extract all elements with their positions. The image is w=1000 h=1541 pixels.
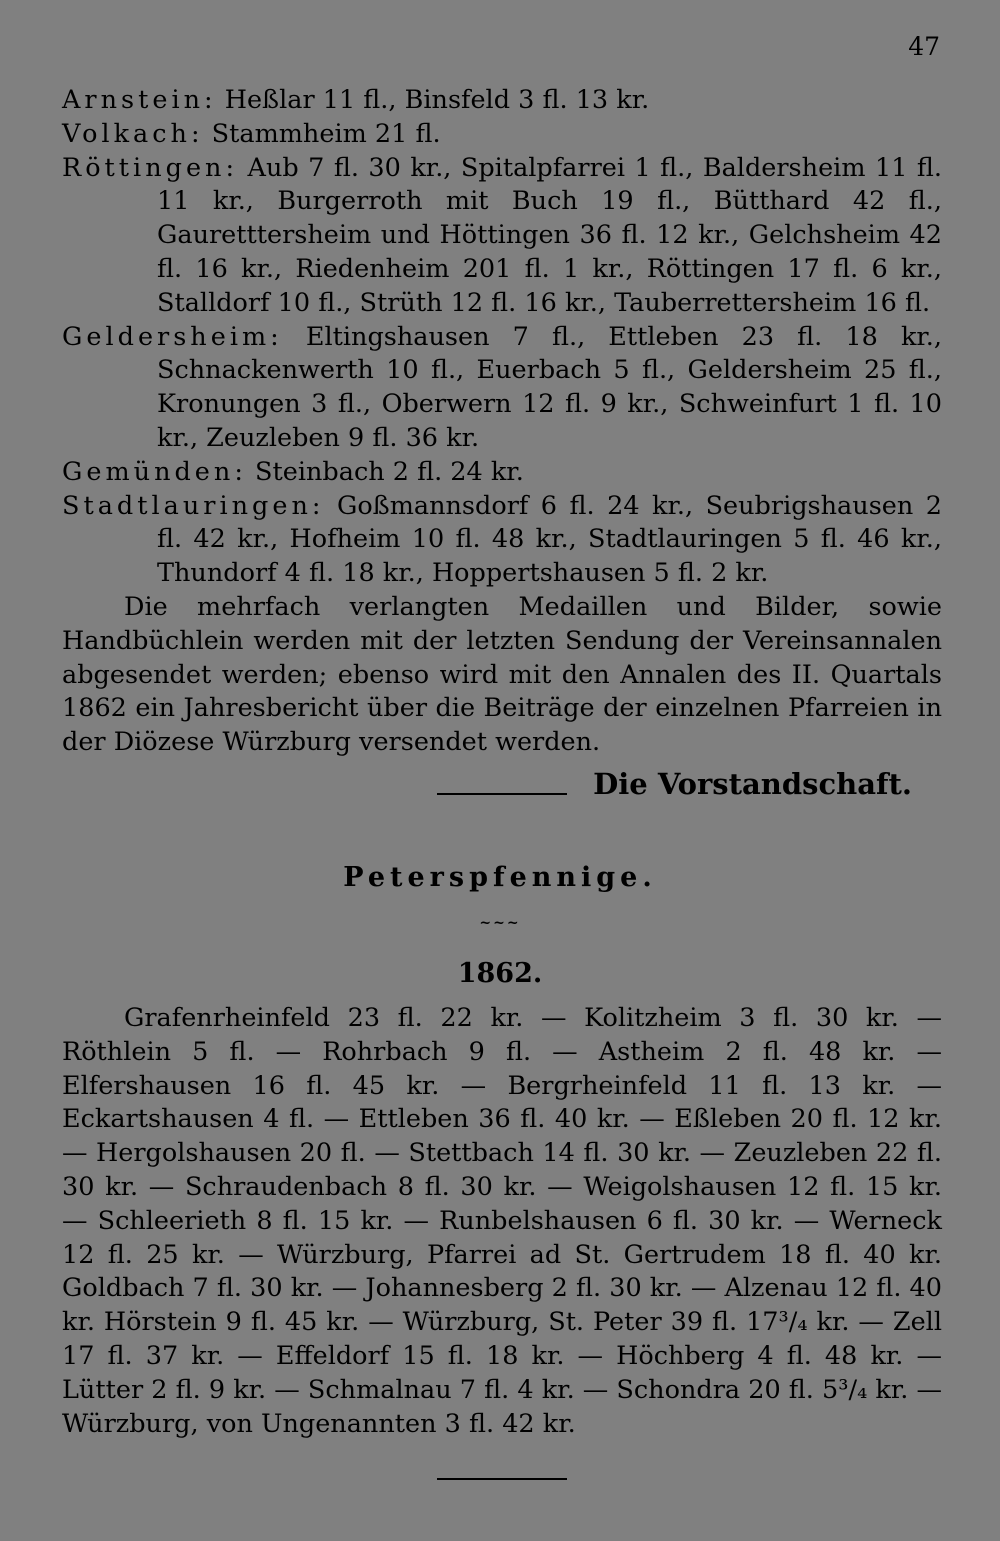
entry-geldersheim xyxy=(62,321,942,456)
section-title: Peterspfennige. xyxy=(343,862,657,893)
entry-text: Stammheim 21 fl. xyxy=(203,118,441,149)
page-number: 47 xyxy=(908,32,940,61)
entry-text: Aub 7 fl. 30 kr., Spitalpfarrei 1 fl., Baldersheim 11 fl. 11 kr., Burgerroth mit Buch 19 fl., Bütthard 42 fl., Gauretttersheim und Höttingen 36 fl. 12 kr., Gelchsheim 42 fl. 16 kr., Riedenheim 201 fl. 1 kr., Röttingen 17 fl. 6 kr., Stalldorf 10 fl., Strüth 12 fl. 16 kr., Tauberrettersheim 16 fl. xyxy=(157,152,942,318)
entry-text: Goßmannsdorf 6 fl. 24 kr., Seubrigshausen 2 fl. 42 kr., Hofheim 10 fl. 48 kr., Stadtlauringen 5 fl. 46 kr., Thundorf 4 fl. 18 kr., Hoppertshausen 5 fl. 2 kr. xyxy=(157,490,942,589)
entry-text: Eltingshausen 7 fl., Ettleben 23 fl. 18 kr., Schnackenwerth 10 fl., Euerbach 5 fl., Geldersheim 25 fl., Kronungen 3 fl., Oberwern 12 fl. 9 kr., Schweinfurt 1 fl. 10 kr., Zeuzleben 9 fl. 36 kr. xyxy=(157,321,942,453)
entry-arnstein xyxy=(62,84,942,118)
notice-paragraph: Die mehrfach verlangten Medaillen und Bilder, sowie Handbüchlein werden mit der letzten Sendung der Vereinsannalen abgesendet werden; ebenso wird mit den Annalen des II. Quartals 1862 ein Jahresbericht über die Beiträge der einzelnen Pfarreien in der Diözese Würzburg versendet werden. xyxy=(62,591,942,758)
entry-gemuenden xyxy=(62,456,942,490)
entry-place: Gemünden: xyxy=(62,456,247,487)
entry-place: Geldersheim: xyxy=(62,321,283,352)
footer-rule xyxy=(437,1478,567,1480)
entry-place: Röttingen: xyxy=(62,152,239,183)
section-divider xyxy=(437,793,567,795)
entry-place: Volkach: xyxy=(62,118,204,149)
peterspfennige-list: Grafenrheinfeld 23 fl. 22 kr. — Kolitzheim 3 fl. 30 kr. — Röthlein 5 fl. — Rohrbach 9 fl. — Astheim 2 fl. 48 kr. — Elfershausen 16 fl. 45 kr. — Bergrheinfeld 11 fl. 13 kr. — Eckartshausen 4 fl. — Ettleben 36 fl. 40 kr. — Eßleben 20 fl. 12 kr. — Hergolshausen 20 fl. — Stettbach 14 fl. 30 kr. — Zeuzleben 22 fl. 30 kr. — Schraudenbach 8 fl. 30 kr. — Weigolshausen 12 fl. 15 kr. — Schleerieth 8 fl. 15 kr. — Runbelshausen 6 fl. 30 kr. — Werneck 12 fl. 25 kr. — Würzburg, Pfarrei ad St. Gertrudem 18 fl. 40 kr. Goldbach 7 fl. 30 kr. — Johannesberg 2 fl. 30 kr. — Alzenau 12 fl. 40 kr. Hörstein 9 fl. 45 kr. — Würzburg, St. Peter 39 fl. 17³/₄ kr. — Zell 17 fl. 37 kr. — Effeldorf 15 fl. 18 kr. — Höchberg 4 fl. 48 kr. — Lütter 2 fl. 9 kr. — Schmalnau 7 fl. 4 kr. — Schondra 20 fl. 5³/₄ kr. — Würzburg, von Ungenannten 3 fl. 42 kr. xyxy=(62,1003,942,1439)
entry-stadtlauringen xyxy=(62,490,942,591)
entry-roettingen xyxy=(62,152,942,321)
entry-place: Arnstein: xyxy=(62,85,217,115)
year-heading: 1862. xyxy=(457,958,543,989)
entry-text: Steinbach 2 fl. 24 kr. xyxy=(246,456,524,487)
entry-text: Heßlar 11 fl., Binsfeld 3 fl. 13 kr. xyxy=(216,85,650,115)
entry-place: Stadtlauringen: xyxy=(62,490,325,521)
signature: Die Vorstandschaft. xyxy=(593,766,912,801)
entry-volkach xyxy=(62,118,942,152)
donation-list xyxy=(62,84,942,802)
title-ornament: ~~~ xyxy=(479,915,521,931)
